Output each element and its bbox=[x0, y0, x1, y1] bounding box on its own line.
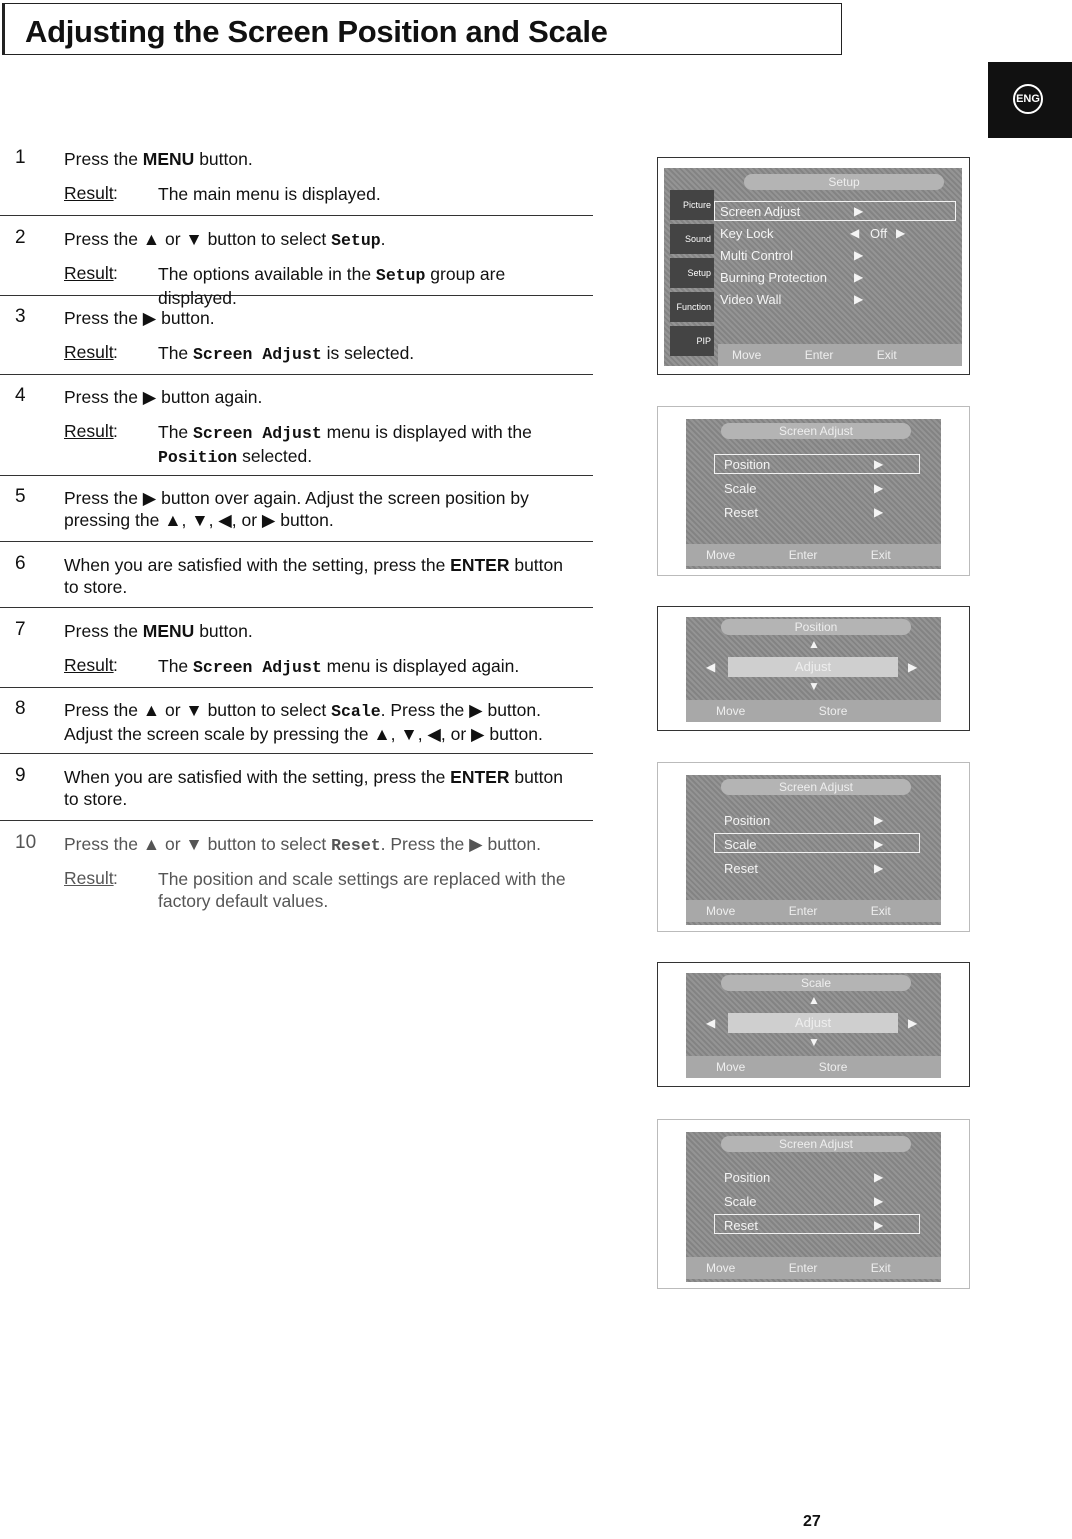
page-number: 27 bbox=[803, 1513, 821, 1530]
step-10: 10 Press the ▲ or ▼ button to select Reset. Press the ▶ button. Result : The position and scale settings are replaced with the factory default values. bbox=[0, 832, 593, 922]
menu-item: Video Wall bbox=[720, 292, 782, 307]
right-arrow-icon: ▶ bbox=[874, 457, 884, 471]
adjust-bar: Adjust bbox=[728, 657, 898, 677]
up-arrow-icon: ▲ bbox=[808, 993, 820, 1007]
menu-item: Position bbox=[724, 457, 771, 472]
function-icon: Function bbox=[670, 292, 714, 322]
right-arrow-icon: ▶ bbox=[896, 226, 906, 240]
result-text: The options available in the Setup group are displayed. bbox=[158, 264, 506, 308]
step-instruction: Press the ▶ button again. bbox=[64, 387, 263, 407]
menu-item: Scale bbox=[724, 837, 757, 852]
menu-item: Key Lock bbox=[720, 226, 774, 241]
step-number: 10 bbox=[15, 832, 37, 853]
screen-adjust-reset-screenshot bbox=[657, 1119, 970, 1289]
right-arrow-icon: ▶ bbox=[874, 837, 884, 851]
menu-footer: Move Enter Exit bbox=[718, 344, 962, 366]
step-number: 5 bbox=[15, 486, 26, 507]
result-label: Result bbox=[64, 342, 114, 362]
menu-panel bbox=[686, 617, 941, 722]
menu-title: Screen Adjust bbox=[721, 779, 911, 795]
result-text: The Screen Adjust menu is displayed again. bbox=[158, 656, 520, 677]
pip-icon: PIP bbox=[670, 326, 714, 356]
menu-title: Screen Adjust bbox=[721, 423, 911, 439]
screen-adjust-scale-screenshot bbox=[657, 762, 970, 932]
step-6 bbox=[0, 553, 593, 608]
right-arrow-icon: ▶ bbox=[874, 481, 884, 495]
menu-item: Position bbox=[724, 1170, 771, 1185]
left-arrow-icon: ◀ bbox=[706, 1016, 716, 1030]
menu-item: Scale bbox=[724, 481, 757, 496]
step-1: 1 Press the MENU button. Result : The main menu is displayed. bbox=[0, 147, 593, 216]
scale-adjust-screenshot bbox=[657, 962, 970, 1087]
step-instruction: Press the ▲ or ▼ button to select Scale. Press the ▶ button. Adjust the screen scale by pressing the ▲, ▼, ◀, or ▶ button. bbox=[64, 700, 543, 744]
step-number: 7 bbox=[15, 619, 26, 640]
right-arrow-icon: ▶ bbox=[874, 505, 884, 519]
menu-footer: Move Enter Exit bbox=[686, 1257, 941, 1279]
step-7: 7 Press the MENU button. Result : The Screen Adjust menu is displayed again. bbox=[0, 619, 593, 688]
right-arrow-icon: ▶ bbox=[854, 248, 864, 262]
right-arrow-icon: ▶ bbox=[874, 813, 884, 827]
step-instruction: Press the ▶ button over again. Adjust the screen position by pressing the ▲, ▼, ◀, or ▶ button. bbox=[64, 488, 529, 530]
menu-item: Reset bbox=[724, 505, 758, 520]
step-4: 4 Press the ▶ button again. Result : The Screen Adjust menu is displayed with the Position selected. bbox=[0, 385, 593, 476]
step-2: 2 Press the ▲ or ▼ button to select Setup. Result : The options available in the Setup group are displayed. bbox=[0, 227, 593, 296]
right-arrow-icon: ▶ bbox=[874, 1170, 884, 1184]
left-arrow-icon: ◀ bbox=[706, 660, 716, 674]
step-instruction: When you are satisfied with the setting, press the ENTER button to store. bbox=[64, 555, 564, 597]
step-number: 1 bbox=[15, 147, 26, 168]
menu-panel bbox=[664, 168, 962, 366]
result-text: The position and scale settings are replaced with the factory default values. bbox=[158, 869, 566, 911]
step-instruction: Press the ▶ button. bbox=[64, 308, 215, 328]
down-arrow-icon: ▼ bbox=[808, 1035, 820, 1049]
left-arrow-icon: ◀ bbox=[850, 226, 860, 240]
setup-menu-screenshot bbox=[657, 157, 970, 375]
step-instruction: When you are satisfied with the setting, press the ENTER button to store. bbox=[64, 767, 564, 809]
title-box bbox=[2, 3, 842, 55]
result-text: The Screen Adjust is selected. bbox=[158, 343, 415, 364]
step-instruction: Press the ▲ or ▼ button to select Reset. Press the ▶ button. bbox=[64, 834, 541, 855]
menu-item: Burning Protection bbox=[720, 270, 827, 285]
menu-panel bbox=[686, 775, 941, 925]
right-arrow-icon: ▶ bbox=[908, 1016, 918, 1030]
menu-item: Position bbox=[724, 813, 771, 828]
right-arrow-icon: ▶ bbox=[908, 660, 918, 674]
step-number: 8 bbox=[15, 698, 26, 719]
menu-title: Setup bbox=[744, 174, 944, 190]
step-number: 2 bbox=[15, 227, 26, 248]
menu-item: Reset bbox=[724, 861, 758, 876]
menu-item: Screen Adjust bbox=[720, 204, 801, 219]
menu-panel bbox=[686, 973, 941, 1078]
sound-icon: Sound bbox=[670, 224, 714, 254]
adjust-bar: Adjust bbox=[728, 1013, 898, 1033]
step-number: 3 bbox=[15, 306, 26, 327]
screen-adjust-position-screenshot bbox=[657, 406, 970, 576]
result-label: Result bbox=[64, 868, 114, 888]
step-8 bbox=[0, 698, 593, 754]
result-label: Result bbox=[64, 183, 114, 203]
right-arrow-icon: ▶ bbox=[874, 1194, 884, 1208]
keylock-value: Off bbox=[870, 226, 888, 241]
menu-footer: Move Enter Exit bbox=[686, 544, 941, 566]
result-text: The Screen Adjust menu is displayed with the Position selected. bbox=[158, 422, 532, 467]
right-arrow-icon: ▶ bbox=[874, 1218, 884, 1232]
right-arrow-icon: ▶ bbox=[874, 861, 884, 875]
menu-title: Screen Adjust bbox=[721, 1136, 911, 1152]
step-3: 3 Press the ▶ button. Result : The Screen Adjust is selected. bbox=[0, 306, 593, 375]
step-instruction: Press the MENU button. bbox=[64, 149, 253, 169]
menu-panel bbox=[686, 1132, 941, 1282]
menu-footer: Move Store bbox=[686, 700, 941, 722]
language-tab bbox=[988, 62, 1072, 138]
result-label: Result bbox=[64, 655, 114, 675]
lang-badge: ENG bbox=[1013, 84, 1043, 114]
right-arrow-icon: ▶ bbox=[854, 270, 864, 284]
menu-panel bbox=[686, 419, 941, 569]
right-arrow-icon: ▶ bbox=[854, 204, 864, 218]
menu-title: Scale bbox=[721, 975, 911, 991]
menu-item: Reset bbox=[724, 1218, 758, 1233]
up-arrow-icon: ▲ bbox=[808, 637, 820, 651]
setup-icon: Setup bbox=[670, 258, 714, 288]
position-adjust-screenshot bbox=[657, 606, 970, 731]
menu-item: Multi Control bbox=[720, 248, 793, 263]
menu-footer: Move Store bbox=[686, 1056, 941, 1078]
step-5 bbox=[0, 486, 593, 542]
step-instruction: Press the ▲ or ▼ button to select Setup. bbox=[64, 229, 386, 250]
menu-item: Scale bbox=[724, 1194, 757, 1209]
menu-title: Position bbox=[721, 619, 911, 635]
result-text: The main menu is displayed. bbox=[158, 184, 381, 204]
picture-icon: Picture bbox=[670, 190, 714, 220]
step-number: 4 bbox=[15, 385, 26, 406]
page-title: Adjusting the Screen Position and Scale bbox=[25, 14, 608, 49]
step-number: 6 bbox=[15, 553, 26, 574]
menu-footer: Move Enter Exit bbox=[686, 900, 941, 922]
step-number: 9 bbox=[15, 765, 26, 786]
right-arrow-icon: ▶ bbox=[854, 292, 864, 306]
result-label: Result bbox=[64, 263, 114, 283]
down-arrow-icon: ▼ bbox=[808, 679, 820, 693]
step-9 bbox=[0, 765, 593, 821]
step-instruction: Press the MENU button. bbox=[64, 621, 253, 641]
result-label: Result bbox=[64, 421, 114, 441]
